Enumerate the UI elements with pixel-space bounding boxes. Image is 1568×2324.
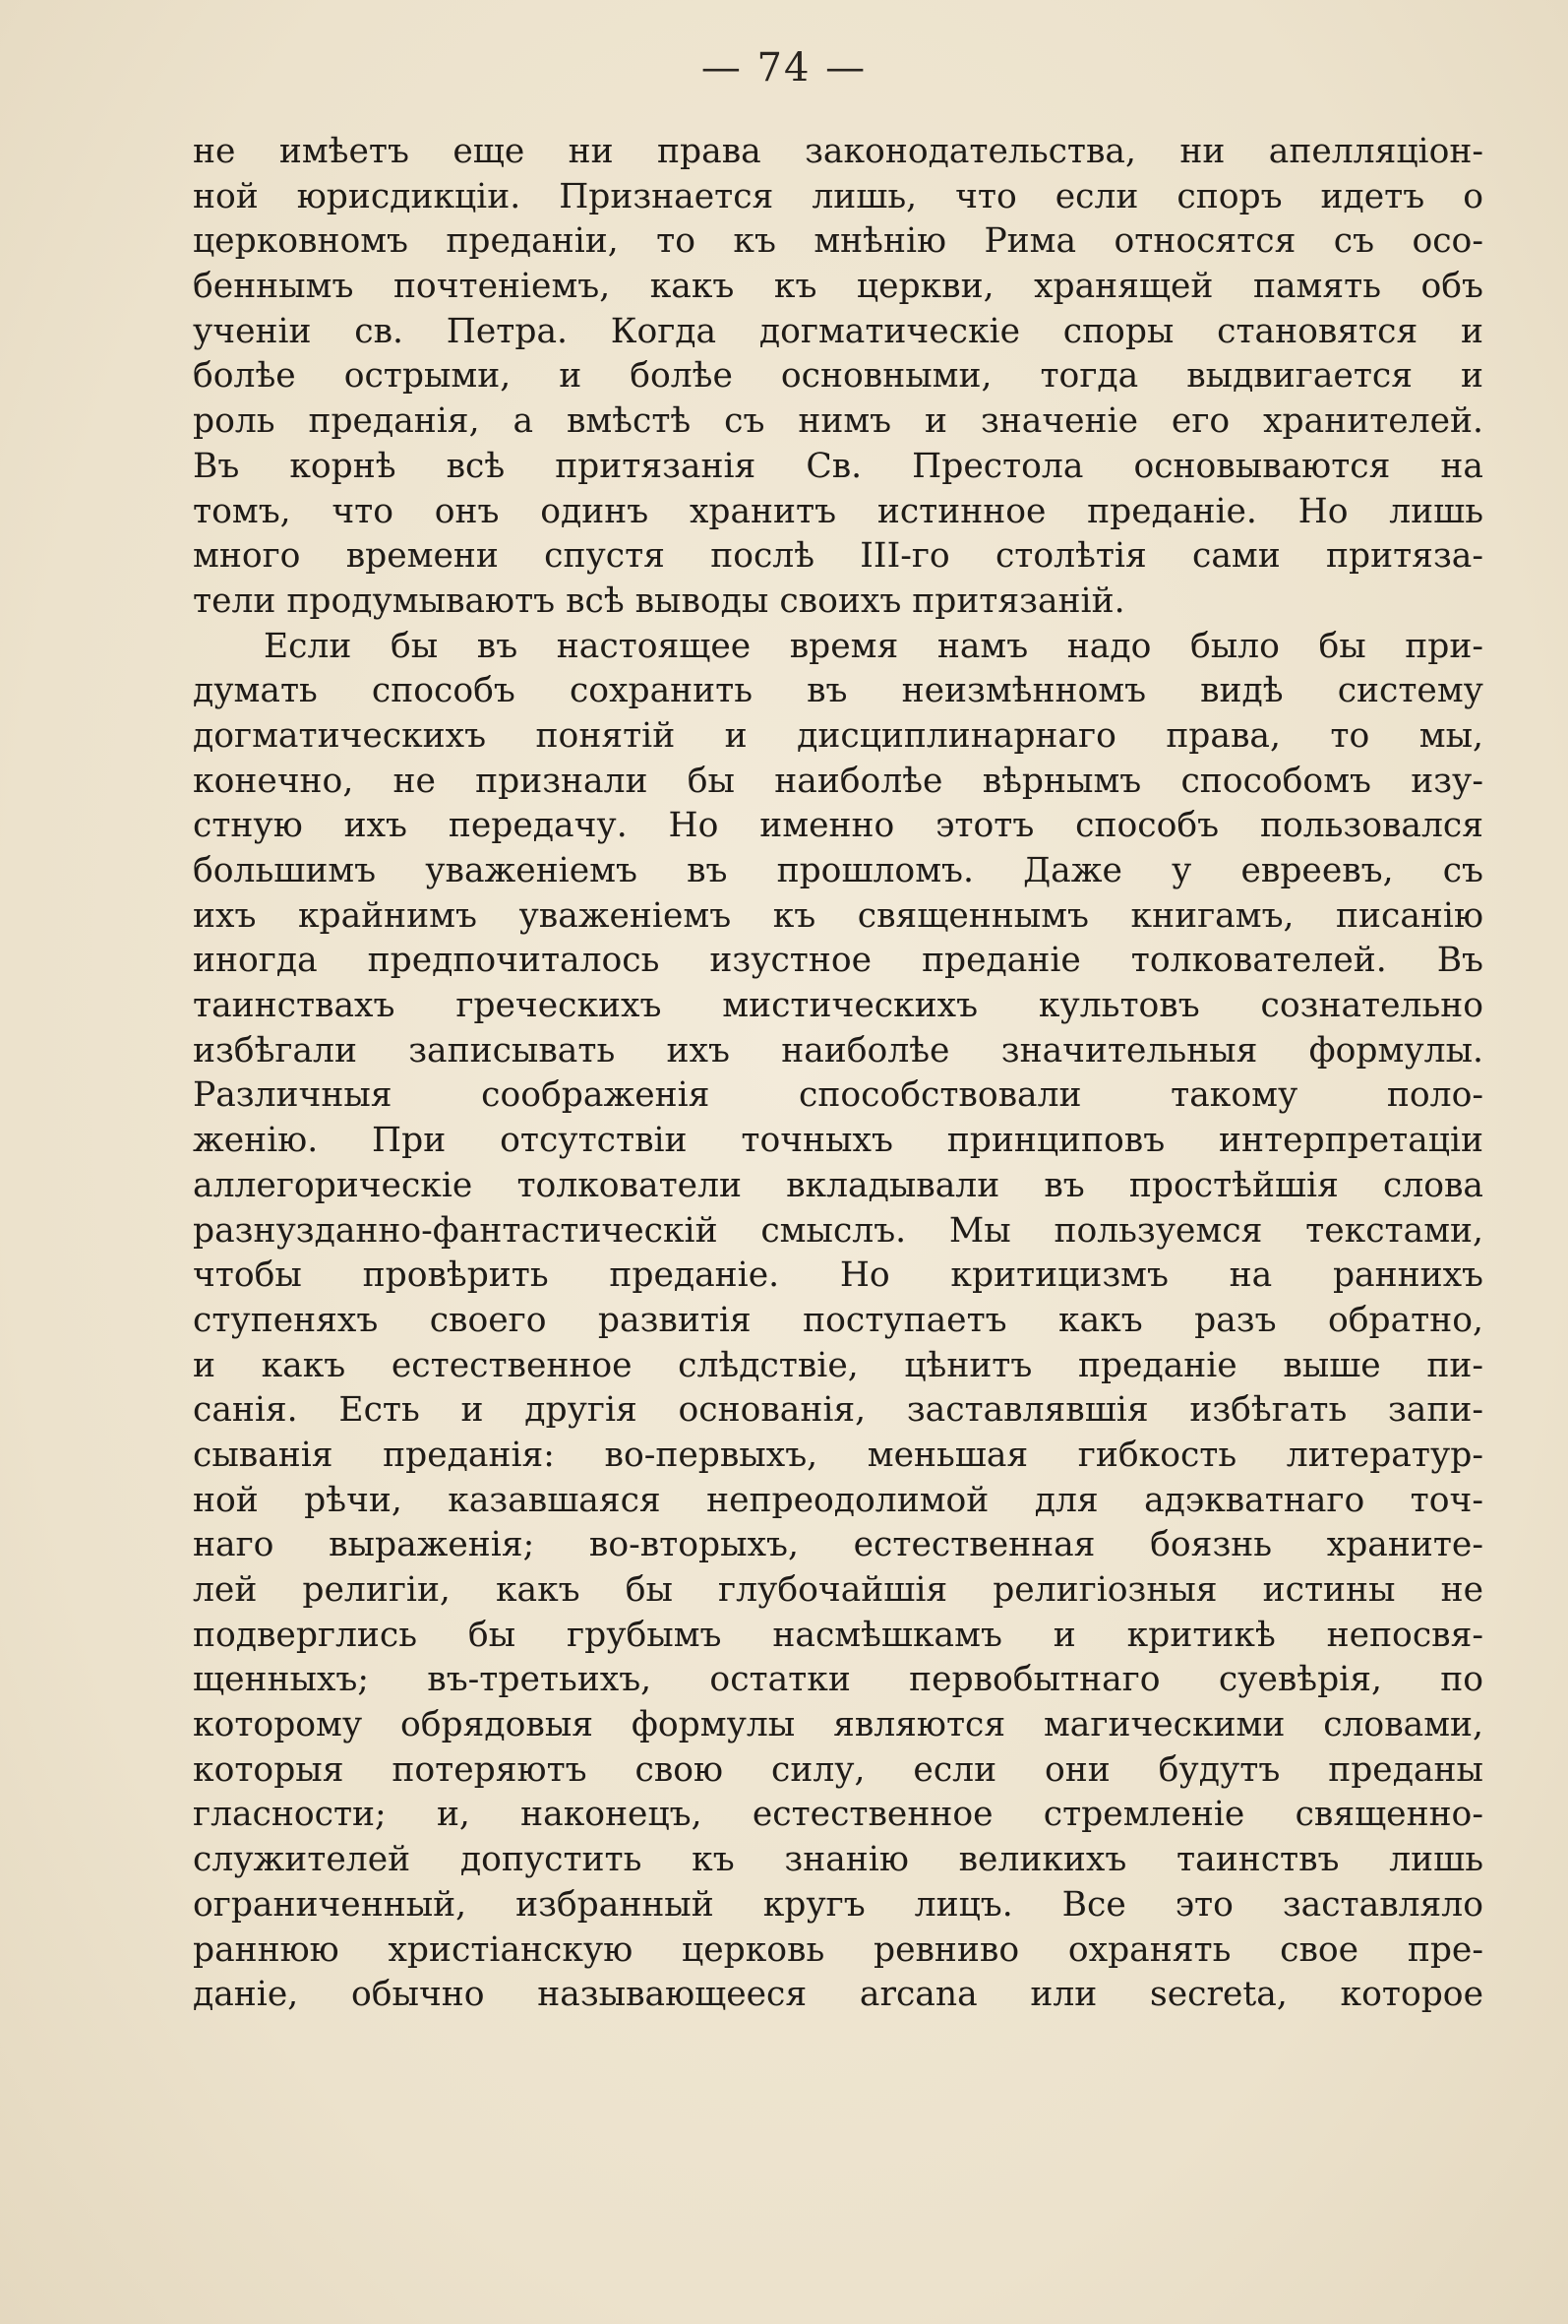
text-line: лей религіи, какъ бы глубочайшія религіозныя истины не	[193, 1570, 1483, 1610]
text-line: женію. При отсутствіи точныхъ принциповъ интерпретаціи	[193, 1121, 1483, 1161]
text-line: и какъ естественное слѣдствіе, цѣнитъ преданіе выше пи-	[193, 1345, 1483, 1385]
text-line: конечно, не признали бы наиболѣе вѣрнымъ способомъ изу-	[193, 761, 1483, 801]
text-line: санія. Есть и другія основанія, заставлявшія избѣгать запи-	[193, 1390, 1483, 1431]
text-line: которому обрядовыя формулы являются магическими словами,	[193, 1705, 1483, 1745]
text-line: не имѣетъ еще ни права законодательства, ни апелляціон-	[193, 132, 1483, 171]
text-line: Различныя соображенія способствовали такому поло-	[193, 1075, 1483, 1116]
text-line: ихъ крайнимъ уваженіемъ къ священнымъ книгамъ, писанію	[193, 895, 1483, 936]
text-line: раннюю христіанскую церковь ревниво охранять свое пре-	[193, 1929, 1483, 1970]
text-line: иногда предпочиталось изустное преданіе толкователей. Въ	[193, 941, 1483, 981]
text-line: болѣе острыми, и болѣе основными, тогда выдвигается и	[193, 356, 1483, 397]
text-line: Въ корнѣ всѣ притязанія Св. Престола основываются на	[193, 446, 1483, 486]
paragraph	[193, 130, 1483, 625]
text-line: ученіи св. Петра. Когда догматическіе споры становятся и	[193, 311, 1483, 351]
body-text	[193, 130, 1483, 2018]
text-line: служителей допустить къ знанію великихъ таинствъ лишь	[193, 1840, 1483, 1880]
text-line: наго выраженія; во-вторыхъ, естественная боязнь хранитe-	[193, 1525, 1483, 1565]
text-line: щенныхъ; въ-третьихъ, остатки первобытнаго суевѣрія, по	[193, 1660, 1483, 1700]
text-line: гласности; и, наконецъ, естественное стремленіе священно-	[193, 1795, 1483, 1835]
text-line: подверглись бы грубымъ насмѣшкамъ и критикѣ непосвя-	[193, 1615, 1483, 1655]
text-line: аллегорическіе толкователи вкладывали въ простѣйшія слова	[193, 1165, 1483, 1205]
text-line: таинствахъ греческихъ мистическихъ культовъ сознательно	[193, 986, 1483, 1026]
text-line: ной юрисдикціи. Признается лишь, что если споръ идетъ о	[193, 176, 1483, 216]
text-line: думать способъ сохранить въ неизмѣнномъ видѣ систему	[193, 671, 1483, 711]
text-line: Если бы въ настоящее время намъ надо было бы при-	[264, 626, 1483, 666]
text-line: сыванія преданія: во-первыхъ, меньшая гибкость литератур-	[193, 1435, 1483, 1475]
text-line: тели продумываютъ всѣ выводы своихъ притязаній.	[193, 581, 1125, 621]
text-line: много времени спустя послѣ III-го столѣтія сами притяза-	[193, 536, 1483, 577]
text-line: даніе, обычно называющееся arcana или secreta, которое	[193, 1975, 1483, 2015]
paragraph	[193, 625, 1483, 2018]
text-line: ограниченный, избранный кругъ лицъ. Все это заставляло	[193, 1884, 1483, 1925]
text-line: догматическихъ понятій и дисциплинарнаго права, то мы,	[193, 715, 1483, 756]
page-number: — 74 —	[700, 45, 868, 91]
text-line: роль преданія, а вмѣстѣ съ нимъ и значеніе его хранителей.	[193, 401, 1483, 442]
text-line: церковномъ преданіи, то къ мнѣнію Рима относятся съ осо-	[193, 221, 1483, 262]
text-line: ной рѣчи, казавшаяся непреодолимой для адэкватнаго точ-	[193, 1480, 1483, 1520]
text-line: томъ, что онъ одинъ хранитъ истинное преданіе. Но лишь	[193, 491, 1483, 531]
text-line: разнузданно-фантастическій смыслъ. Мы пользуемся текстами,	[193, 1210, 1483, 1251]
text-line: которыя потеряютъ свою силу, если они будутъ преданы	[193, 1749, 1483, 1790]
text-line: большимъ уваженіемъ въ прошломъ. Даже у евреевъ, съ	[193, 851, 1483, 890]
text-line: избѣгали записывать ихъ наиболѣе значительныя формулы.	[193, 1030, 1483, 1070]
text-line: стную ихъ передачу. Но именно этотъ способъ пользовался	[193, 806, 1483, 846]
text-line: чтобы провѣрить преданіе. Но критицизмъ на раннихъ	[193, 1255, 1483, 1296]
text-line: беннымъ почтеніемъ, какъ къ церкви, хранящей память объ	[193, 267, 1483, 307]
text-line: ступеняхъ своего развитія поступаетъ какъ разъ обратно,	[193, 1300, 1483, 1340]
